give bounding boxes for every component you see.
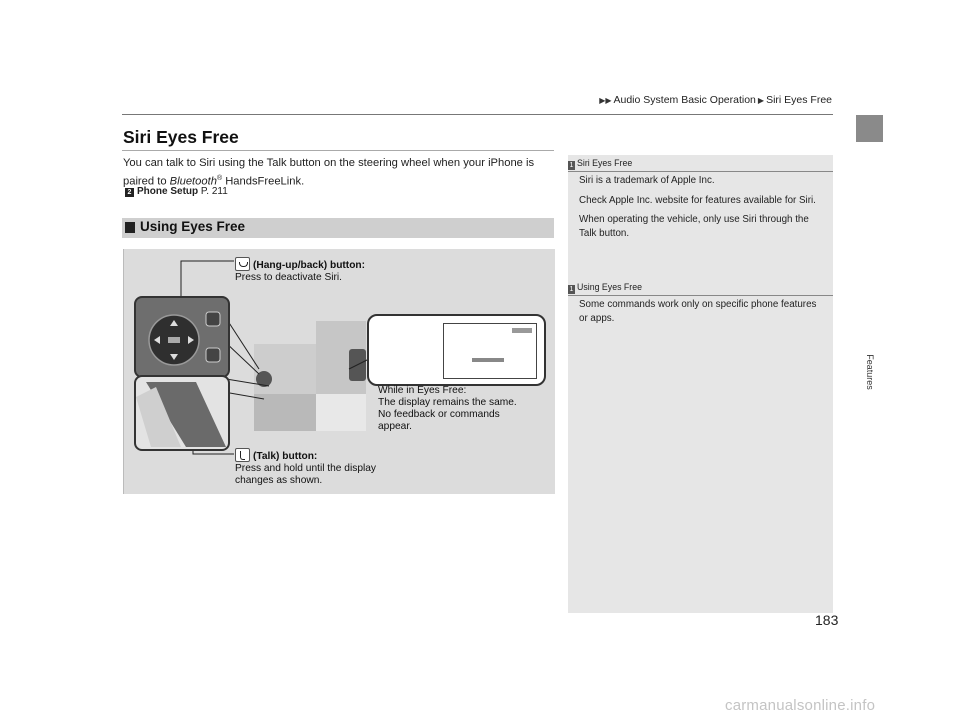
note-body: Siri is a trademark of Apple Inc. Check Apple Inc. website for features available for Siri. When operating the vehicle, only use Siri through the Talk button. [579, 175, 816, 239]
note-number-icon: 1 [569, 286, 574, 293]
title-rule [122, 150, 554, 151]
double-arrow-icon: ▶▶ [599, 96, 612, 105]
header-rule [122, 114, 833, 115]
xref-label[interactable]: Phone Setup [137, 186, 199, 197]
hang-up-icon [235, 257, 250, 271]
source-chip [472, 358, 504, 362]
note-heading: 1 Siri Eyes Free [568, 158, 833, 172]
page-number: 183 [815, 612, 839, 628]
wheel-talk-zoom [134, 375, 230, 451]
wheel-controls-zoom [134, 296, 230, 378]
hang-up-title: (Hang-up/back) button: [253, 260, 366, 271]
wheel-controls-drawing [136, 298, 228, 376]
cross-reference[interactable] [125, 186, 228, 197]
while-eyes-free-note: While in Eyes Free: The display remains the same. No feedback or commands appear. [378, 385, 517, 432]
chapter-tab [856, 115, 883, 142]
audio-display [443, 323, 537, 379]
intro-paragraph: You can talk to Siri using the Talk button on the steering wheel when your iPhone is paired to Bluetooth® HandsFreeLink. [123, 157, 535, 188]
hang-up-callout [235, 257, 365, 284]
talk-icon [235, 448, 250, 462]
arrow-icon: ▶ [757, 96, 765, 105]
section-square-icon [125, 222, 135, 233]
brand-name: Bluetooth [169, 175, 217, 188]
notes-panel [568, 155, 833, 613]
chapter-label: Features [865, 354, 875, 390]
reference-arrow-icon: 2 [125, 188, 134, 197]
section-title: Using Eyes Free [140, 219, 246, 234]
wheel-talk-drawing [136, 377, 228, 449]
page-title: Siri Eyes Free [123, 127, 239, 147]
steering-wheel-figure [123, 249, 555, 494]
display-callout-box [367, 314, 546, 386]
breadcrumb-item[interactable]: Siri Eyes Free [766, 94, 832, 106]
note-number-icon: 1 [569, 162, 574, 169]
hang-up-desc: Press to deactivate Siri. [235, 272, 343, 283]
section-header [122, 218, 554, 238]
breadcrumb [597, 94, 832, 106]
status-bar [512, 328, 532, 333]
xref-page: P. 211 [198, 186, 228, 197]
registered-mark: ® [216, 175, 223, 182]
note-body: Some commands work only on specific phone features or apps. [579, 299, 817, 324]
note-heading: 1 Using Eyes Free [568, 282, 833, 296]
talk-title: (Talk) button: [253, 451, 318, 462]
talk-callout: (Talk) button: Press and hold until the display changes as shown. [235, 448, 376, 487]
watermark: carmanualsonline.info [725, 697, 876, 714]
breadcrumb-item[interactable]: Audio System Basic Operation [613, 94, 756, 106]
